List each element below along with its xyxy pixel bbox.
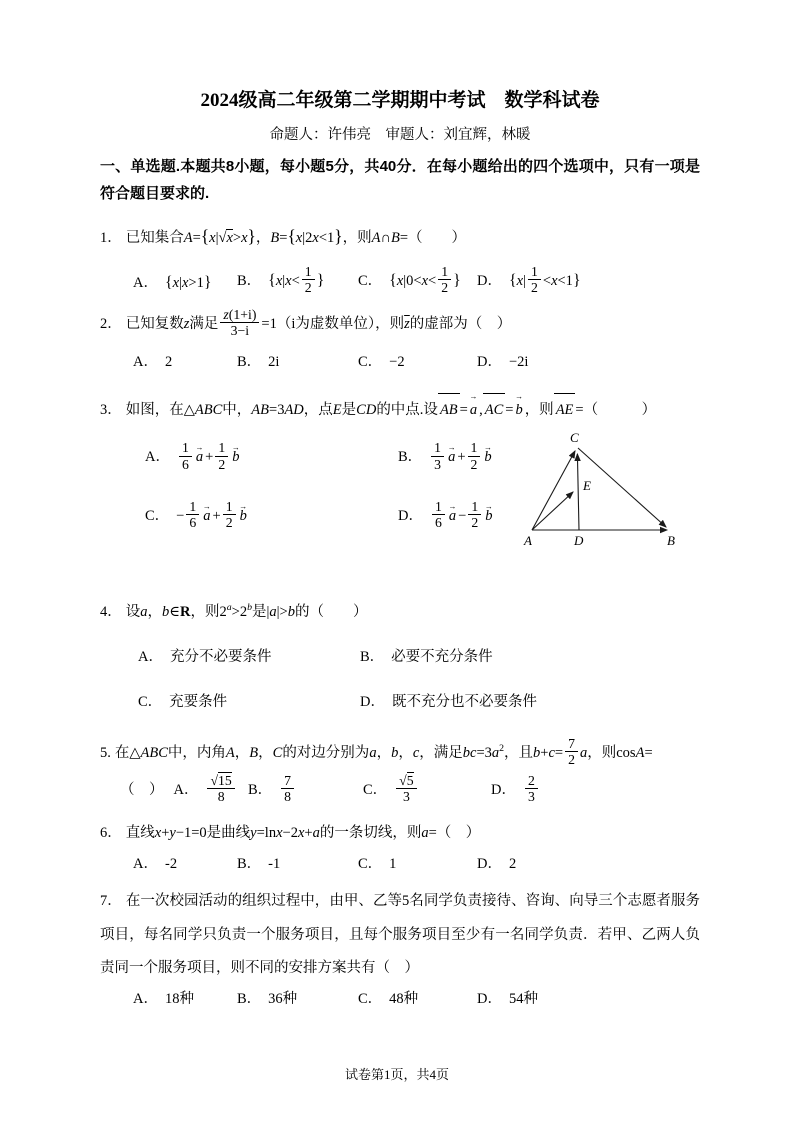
figure-label-b: B	[667, 532, 675, 548]
question-6-options	[100, 852, 700, 873]
option-d	[398, 500, 494, 533]
option-c	[145, 500, 398, 533]
option-label: B．	[237, 856, 262, 873]
figure-label-e: E	[583, 477, 591, 493]
question-text: 已知集合A={x| √ x>x}，B={x|2x<1}，则A∩B=（ ）	[126, 230, 466, 246]
option-label: B．	[398, 449, 423, 466]
option-d	[360, 690, 537, 711]
figure-label-a: A	[524, 532, 532, 548]
answer-parens: （ ）	[120, 781, 164, 798]
option-d	[477, 265, 700, 298]
question-3	[100, 391, 700, 581]
option-a	[133, 271, 237, 292]
option-label: C．	[358, 991, 383, 1008]
question-text: 如图，在△ABC中，AB=3AD，点E是CD的中点.设 AB = → a , AC = → b ，则 AE =（ ）	[126, 402, 656, 418]
option-c	[358, 265, 477, 298]
option-text: {x|x>1}	[164, 274, 212, 292]
question-4-options-row-2	[100, 690, 700, 711]
option-b	[237, 265, 358, 298]
option-a	[133, 350, 237, 371]
option-c	[358, 852, 477, 873]
option-label: D．	[477, 354, 502, 371]
option-c	[363, 774, 491, 807]
question-text: 直线x+y−1=0是曲线y=lnx−2x+a的一条切线，则a=（ ）	[125, 824, 481, 841]
option-d	[491, 774, 700, 807]
page-title: 2024级高二年级第二学期期中考试 数学科试卷	[200, 90, 600, 111]
option-label: A．	[133, 856, 158, 873]
question-number: 5.	[100, 744, 111, 761]
option-text: √ $\frac{15}{8}$	[205, 782, 236, 798]
option-label: D．	[360, 693, 385, 710]
question-text: 在△ABC中，内角A，B，C的对边分别为a，b，c，满足$bc=3a^2$，且b+c= $\frac{7}{2}$ a，则cosA=	[114, 735, 653, 768]
option-label: A．	[145, 449, 170, 466]
question-3-stem	[100, 391, 700, 427]
option-b	[237, 350, 358, 371]
option-label: C．	[145, 507, 170, 524]
option-text: 48种	[389, 991, 419, 1008]
option-text: $\frac{2}{3}$	[523, 782, 540, 798]
question-4	[100, 596, 700, 711]
page-footer: 试卷第1页，共4页	[344, 1067, 449, 1082]
option-label: B．	[237, 272, 262, 289]
option-text: 2	[508, 856, 517, 873]
option-b	[248, 774, 363, 807]
question-1-stem	[100, 216, 700, 256]
option-c	[358, 987, 477, 1008]
option-d	[477, 987, 700, 1008]
question-7-options	[100, 987, 700, 1008]
option-b	[237, 987, 358, 1008]
question-text: 设a，b∈R，则$2^a>2^b$是|a|>b的（ ）	[125, 601, 368, 620]
option-text: −2	[389, 354, 405, 371]
option-text: − $\frac{1}{6}$ → a + $\frac{1}{2}$ → b	[176, 508, 249, 524]
option-label: C．	[138, 693, 163, 710]
question-5-options	[100, 774, 700, 807]
option-b	[237, 852, 358, 873]
question-6	[100, 817, 700, 873]
section-heading: 一、单选题.本题共8小题，每小题5分，共40分．在每小题给出的四个选项中，只有一项是符合题目要求的.	[100, 157, 700, 203]
question-7	[100, 885, 700, 1008]
option-label: C．	[358, 354, 383, 371]
option-b	[360, 645, 493, 666]
option-d	[477, 852, 700, 873]
option-label: B．	[237, 354, 262, 371]
option-text: −2i	[508, 354, 529, 371]
option-c	[138, 690, 360, 711]
option-label: D．	[477, 856, 502, 873]
option-text: 54种	[508, 991, 538, 1008]
question-2-options	[100, 350, 700, 371]
option-label: A．	[133, 991, 158, 1008]
option-a	[145, 439, 398, 475]
option-label: B．	[248, 781, 273, 798]
option-label: A．	[133, 275, 158, 292]
option-text: 充要条件	[169, 693, 228, 710]
question-text: 在一次校园活动的组织过程中，由甲、乙等5名同学负责接待、咨询、向导三个志愿者服务项目，每名同学只负责一个服务项目，且每个服务项目至少有一名同学负责．若甲、乙两人负责同一个服务项目，则不同的安排方案共有（ ）	[100, 893, 701, 976]
option-text: {x|x< $\frac{1}{2}$ }	[268, 263, 325, 296]
option-text: $\frac{7}{8}$	[279, 782, 296, 798]
option-a	[120, 774, 248, 807]
question-number: 6．	[100, 824, 122, 841]
question-1	[100, 216, 700, 298]
option-d	[477, 350, 700, 371]
question-4-stem	[100, 596, 700, 629]
question-3-body	[100, 429, 700, 582]
option-a	[133, 852, 237, 873]
option-text: 必要不充分条件	[391, 648, 493, 665]
question-2	[100, 308, 700, 371]
option-label: A．	[173, 781, 199, 798]
authors-line: 命题人：许伟亮 审题人：刘宜辉，林暖	[269, 126, 531, 143]
option-text: -1	[268, 856, 281, 873]
option-text: 1	[389, 856, 397, 873]
option-label: A．	[133, 354, 158, 371]
question-number: 2．	[100, 315, 122, 332]
option-text: 既不充分也不必要条件	[391, 693, 537, 710]
option-text: 2	[164, 354, 173, 371]
question-number: 4．	[100, 603, 122, 620]
option-label: C．	[363, 781, 388, 798]
triangle-figure	[520, 430, 692, 558]
option-label: B．	[360, 648, 385, 665]
option-text: $\frac{1}{6}$ → a + $\frac{1}{2}$ → b	[177, 449, 241, 465]
question-text: 已知复数z满足 $\frac{z(1+i)}{3-i}$ =1（i为虚数单位），则$\overline{z}$的虚部为（ ）	[125, 306, 512, 339]
question-number: 7．	[100, 893, 122, 910]
option-label: A．	[138, 648, 163, 665]
option-a	[133, 987, 237, 1008]
option-label: D．	[477, 272, 502, 289]
option-text: {x|0<x< $\frac{1}{2}$ }	[389, 263, 461, 296]
option-a	[138, 645, 360, 666]
figure-label-c: C	[570, 429, 579, 445]
option-text: 2i	[268, 354, 280, 371]
option-b	[398, 439, 494, 475]
option-label: D．	[398, 507, 423, 524]
option-label: D．	[477, 991, 502, 1008]
question-5	[100, 737, 700, 807]
option-label: C．	[358, 272, 383, 289]
question-7-stem	[100, 885, 700, 985]
question-number: 1．	[100, 230, 122, 247]
option-label: B．	[237, 991, 262, 1008]
option-text: 充分不必要条件	[169, 648, 272, 665]
question-5-stem	[100, 737, 700, 770]
question-1-options	[100, 265, 700, 298]
question-number: 3．	[100, 402, 122, 419]
option-text: $\frac{1}{3}$ → a + $\frac{1}{2}$ → b	[429, 449, 493, 465]
figure-label-d: D	[574, 532, 584, 548]
option-label: C．	[358, 856, 383, 873]
option-text: -2	[164, 856, 178, 873]
option-text: {x| $\frac{1}{2}$ <x<1}	[508, 263, 581, 296]
question-4-options-row-1	[100, 645, 700, 666]
option-c	[358, 350, 477, 371]
option-text: 36种	[268, 991, 298, 1008]
option-label: D．	[491, 781, 516, 798]
question-2-stem	[100, 308, 700, 341]
option-text: $\frac{1}{6}$ → a − $\frac{1}{2}$ → b	[430, 508, 494, 524]
option-text: √ $\frac{5}{3}$	[394, 782, 418, 798]
option-text: 18种	[164, 991, 194, 1008]
question-6-stem	[100, 817, 700, 850]
